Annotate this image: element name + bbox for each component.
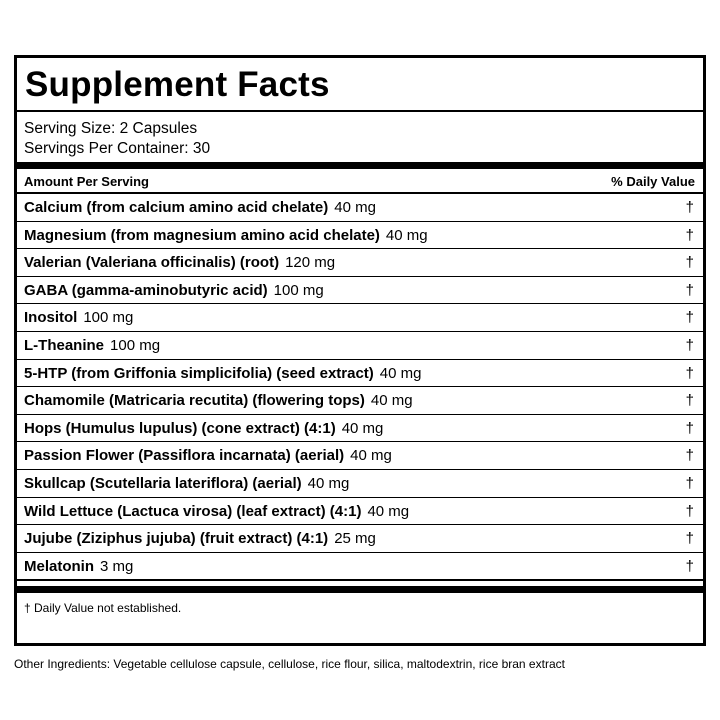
servings-per-container: Servings Per Container: 30 — [24, 140, 211, 157]
nutrient-amount: 40 mg — [370, 392, 413, 410]
nutrient-name-text: Calcium (from calcium amino acid chelate) — [24, 199, 329, 216]
nutrient-name — [24, 558, 133, 575]
nutrient-name-text: Wild Lettuce (Lactuca virosa) (leaf extract) (4:1) — [24, 502, 362, 520]
nutrient-name — [24, 447, 392, 464]
nutrient-name — [24, 337, 160, 354]
nutrient-name — [24, 199, 376, 216]
nutrient-name-text: Passion Flower (Passiflora incarnata) (aerial) — [24, 447, 345, 465]
daily-value-dagger: † — [685, 419, 694, 437]
nutrient-amount: 40 mg — [379, 364, 422, 382]
nutrient-name-text: Magnesium (from magnesium amino acid chelate) — [24, 226, 380, 244]
nutrient-amount: 40 mg — [307, 474, 350, 492]
nutrient-amount: 100 mg — [110, 336, 161, 354]
nutrient-row — [17, 553, 703, 581]
nutrient-row — [17, 498, 703, 526]
nutrient-name — [24, 475, 349, 492]
nutrient-amount: 25 mg — [334, 530, 376, 548]
nutrient-amount: 3 mg — [100, 557, 134, 575]
thick-divider — [17, 162, 703, 169]
nutrient-amount: 40 mg — [385, 226, 428, 244]
nutrient-row — [17, 304, 703, 332]
nutrient-list — [17, 194, 703, 580]
nutrient-amount: 40 mg — [341, 419, 384, 437]
daily-value-dagger: † — [685, 530, 694, 548]
nutrient-amount: 100 mg — [273, 281, 324, 299]
nutrient-name — [24, 530, 376, 547]
nutrient-name-text: L-Theanine — [24, 336, 105, 354]
daily-value-label: % Daily Value — [611, 174, 695, 189]
daily-value-dagger: † — [685, 309, 694, 327]
nutrient-name — [24, 420, 383, 437]
nutrient-name — [24, 227, 428, 244]
footnote: † Daily Value not established. — [24, 601, 182, 615]
nutrient-name-text: Inositol — [24, 309, 78, 327]
serving-size: Serving Size: 2 Capsules — [24, 120, 198, 137]
nutrient-row — [17, 332, 703, 360]
nutrient-name-text: 5-HTP (from Griffonia simplicifolia) (seed extract) — [24, 364, 374, 382]
nutrient-row — [17, 525, 703, 553]
nutrient-name-text: Valerian (Valeriana officinalis) (root) — [24, 254, 280, 272]
daily-value-dagger: † — [685, 336, 694, 354]
thick-divider — [17, 579, 703, 581]
thick-divider — [17, 586, 703, 593]
supplement-facts-panel — [14, 55, 706, 646]
daily-value-dagger: † — [685, 447, 694, 465]
nutrient-name — [24, 503, 409, 520]
nutrient-name-text: Skullcap (Scutellaria lateriflora) (aerial) — [24, 474, 302, 492]
daily-value-dagger: † — [685, 254, 694, 272]
nutrient-name-text: GABA (gamma-aminobutyric acid) — [24, 281, 268, 299]
nutrient-row — [17, 194, 703, 222]
panel-title: Supplement Facts — [25, 65, 330, 104]
amount-per-serving-label: Amount Per Serving — [24, 174, 149, 189]
amount-header-row — [24, 174, 695, 192]
divider — [17, 110, 703, 112]
nutrient-row — [17, 360, 703, 388]
nutrient-row — [17, 277, 703, 305]
daily-value-dagger: † — [685, 199, 694, 216]
nutrient-amount: 40 mg — [350, 447, 392, 465]
nutrient-row — [17, 387, 703, 415]
nutrient-name-text: Jujube (Ziziphus jujuba) (fruit extract) (4:1) — [24, 530, 329, 548]
nutrient-row — [17, 470, 703, 498]
nutrient-row — [17, 442, 703, 470]
nutrient-row — [17, 415, 703, 443]
nutrient-amount: 40 mg — [334, 199, 376, 216]
nutrient-amount: 100 mg — [83, 309, 134, 327]
daily-value-dagger: † — [685, 364, 694, 382]
nutrient-amount: 40 mg — [367, 502, 410, 520]
nutrient-name — [24, 282, 324, 299]
nutrient-name-text: Chamomile (Matricaria recutita) (flowering tops) — [24, 392, 365, 410]
nutrient-amount: 120 mg — [285, 254, 336, 272]
nutrient-name — [24, 392, 413, 409]
other-ingredients: Other Ingredients: Vegetable cellulose capsule, cellulose, rice flour, silica, maltodextrin, rice bran extract — [14, 657, 565, 671]
nutrient-name — [24, 365, 422, 382]
daily-value-dagger: † — [685, 557, 694, 575]
nutrient-name — [24, 309, 133, 326]
nutrient-row — [17, 249, 703, 277]
nutrient-name — [24, 254, 335, 271]
daily-value-dagger: † — [685, 474, 694, 492]
daily-value-dagger: † — [685, 226, 694, 244]
nutrient-row — [17, 222, 703, 250]
daily-value-dagger: † — [685, 281, 694, 299]
daily-value-dagger: † — [685, 392, 694, 410]
daily-value-dagger: † — [685, 502, 694, 520]
nutrient-name-text: Melatonin — [24, 557, 94, 575]
nutrient-name-text: Hops (Humulus lupulus) (cone extract) (4:1) — [24, 419, 336, 437]
